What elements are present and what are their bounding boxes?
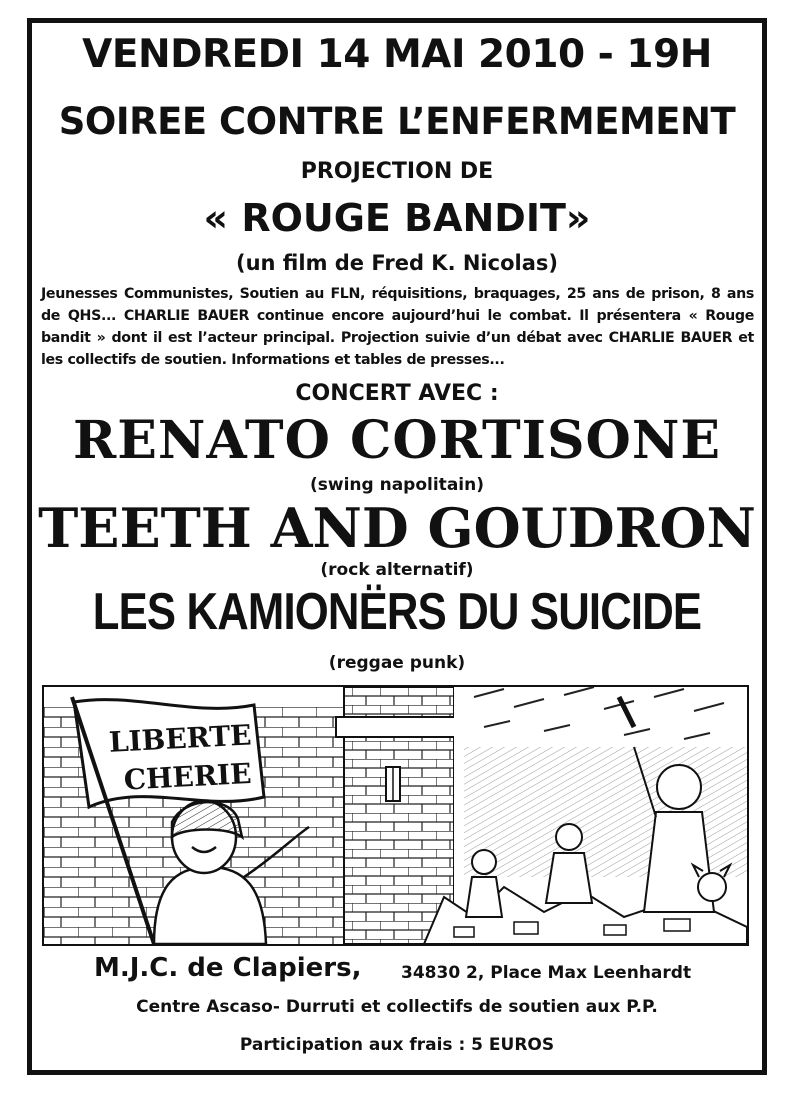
film-title: « ROUGE BANDIT» xyxy=(203,196,591,240)
band-genre: (reggae punk) xyxy=(328,653,466,673)
film-author: (un film de Fred K. Nicolas) xyxy=(236,251,558,275)
band-name: RENATO CORTISONE xyxy=(73,410,721,471)
illustration xyxy=(42,685,749,946)
projection-intro: PROJECTION DE xyxy=(300,159,494,184)
band-name: LES KAMIONËRS DU SUICIDE xyxy=(92,583,702,641)
banner-text-line1: LIBERTE xyxy=(108,718,253,759)
band-genre: (rock alternatif) xyxy=(320,560,474,580)
venue-name: M.J.C. de Clapiers, xyxy=(94,953,362,983)
concert-intro: CONCERT AVEC : xyxy=(295,381,499,406)
event-date: VENDREDI 14 MAI 2010 - 19H xyxy=(82,32,712,77)
event-title: SOIREE CONTRE L’ENFERMEMENT xyxy=(58,100,736,143)
participation-fee: Participation aux frais : 5 EUROS xyxy=(239,1035,555,1055)
film-description: Jeunesses Communistes, Soutien au FLN, réquisitions, braquages, 25 ans de prison, 8 ans de QHS... CHARLIE BAUER continue encore aujourd’hui le combat. Il présentera « Rouge bandit » dont il est l’acteur principal. Projection suivie d’un débat avec CHARLIE BAUER et les collectifs de soutien. Informations et tables de presses... xyxy=(41,286,754,368)
banner-text-line2: CHERIE xyxy=(122,756,253,797)
band-genre: (swing napolitain) xyxy=(310,475,484,495)
prison-escape-drawing xyxy=(44,687,747,944)
organizers: Centre Ascaso- Durruti et collectifs de soutien aux P.P. xyxy=(136,997,658,1017)
venue-address: 34830 2, Place Max Leenhardt xyxy=(401,963,692,983)
band-name: TEETH AND GOUDRON xyxy=(38,496,756,560)
